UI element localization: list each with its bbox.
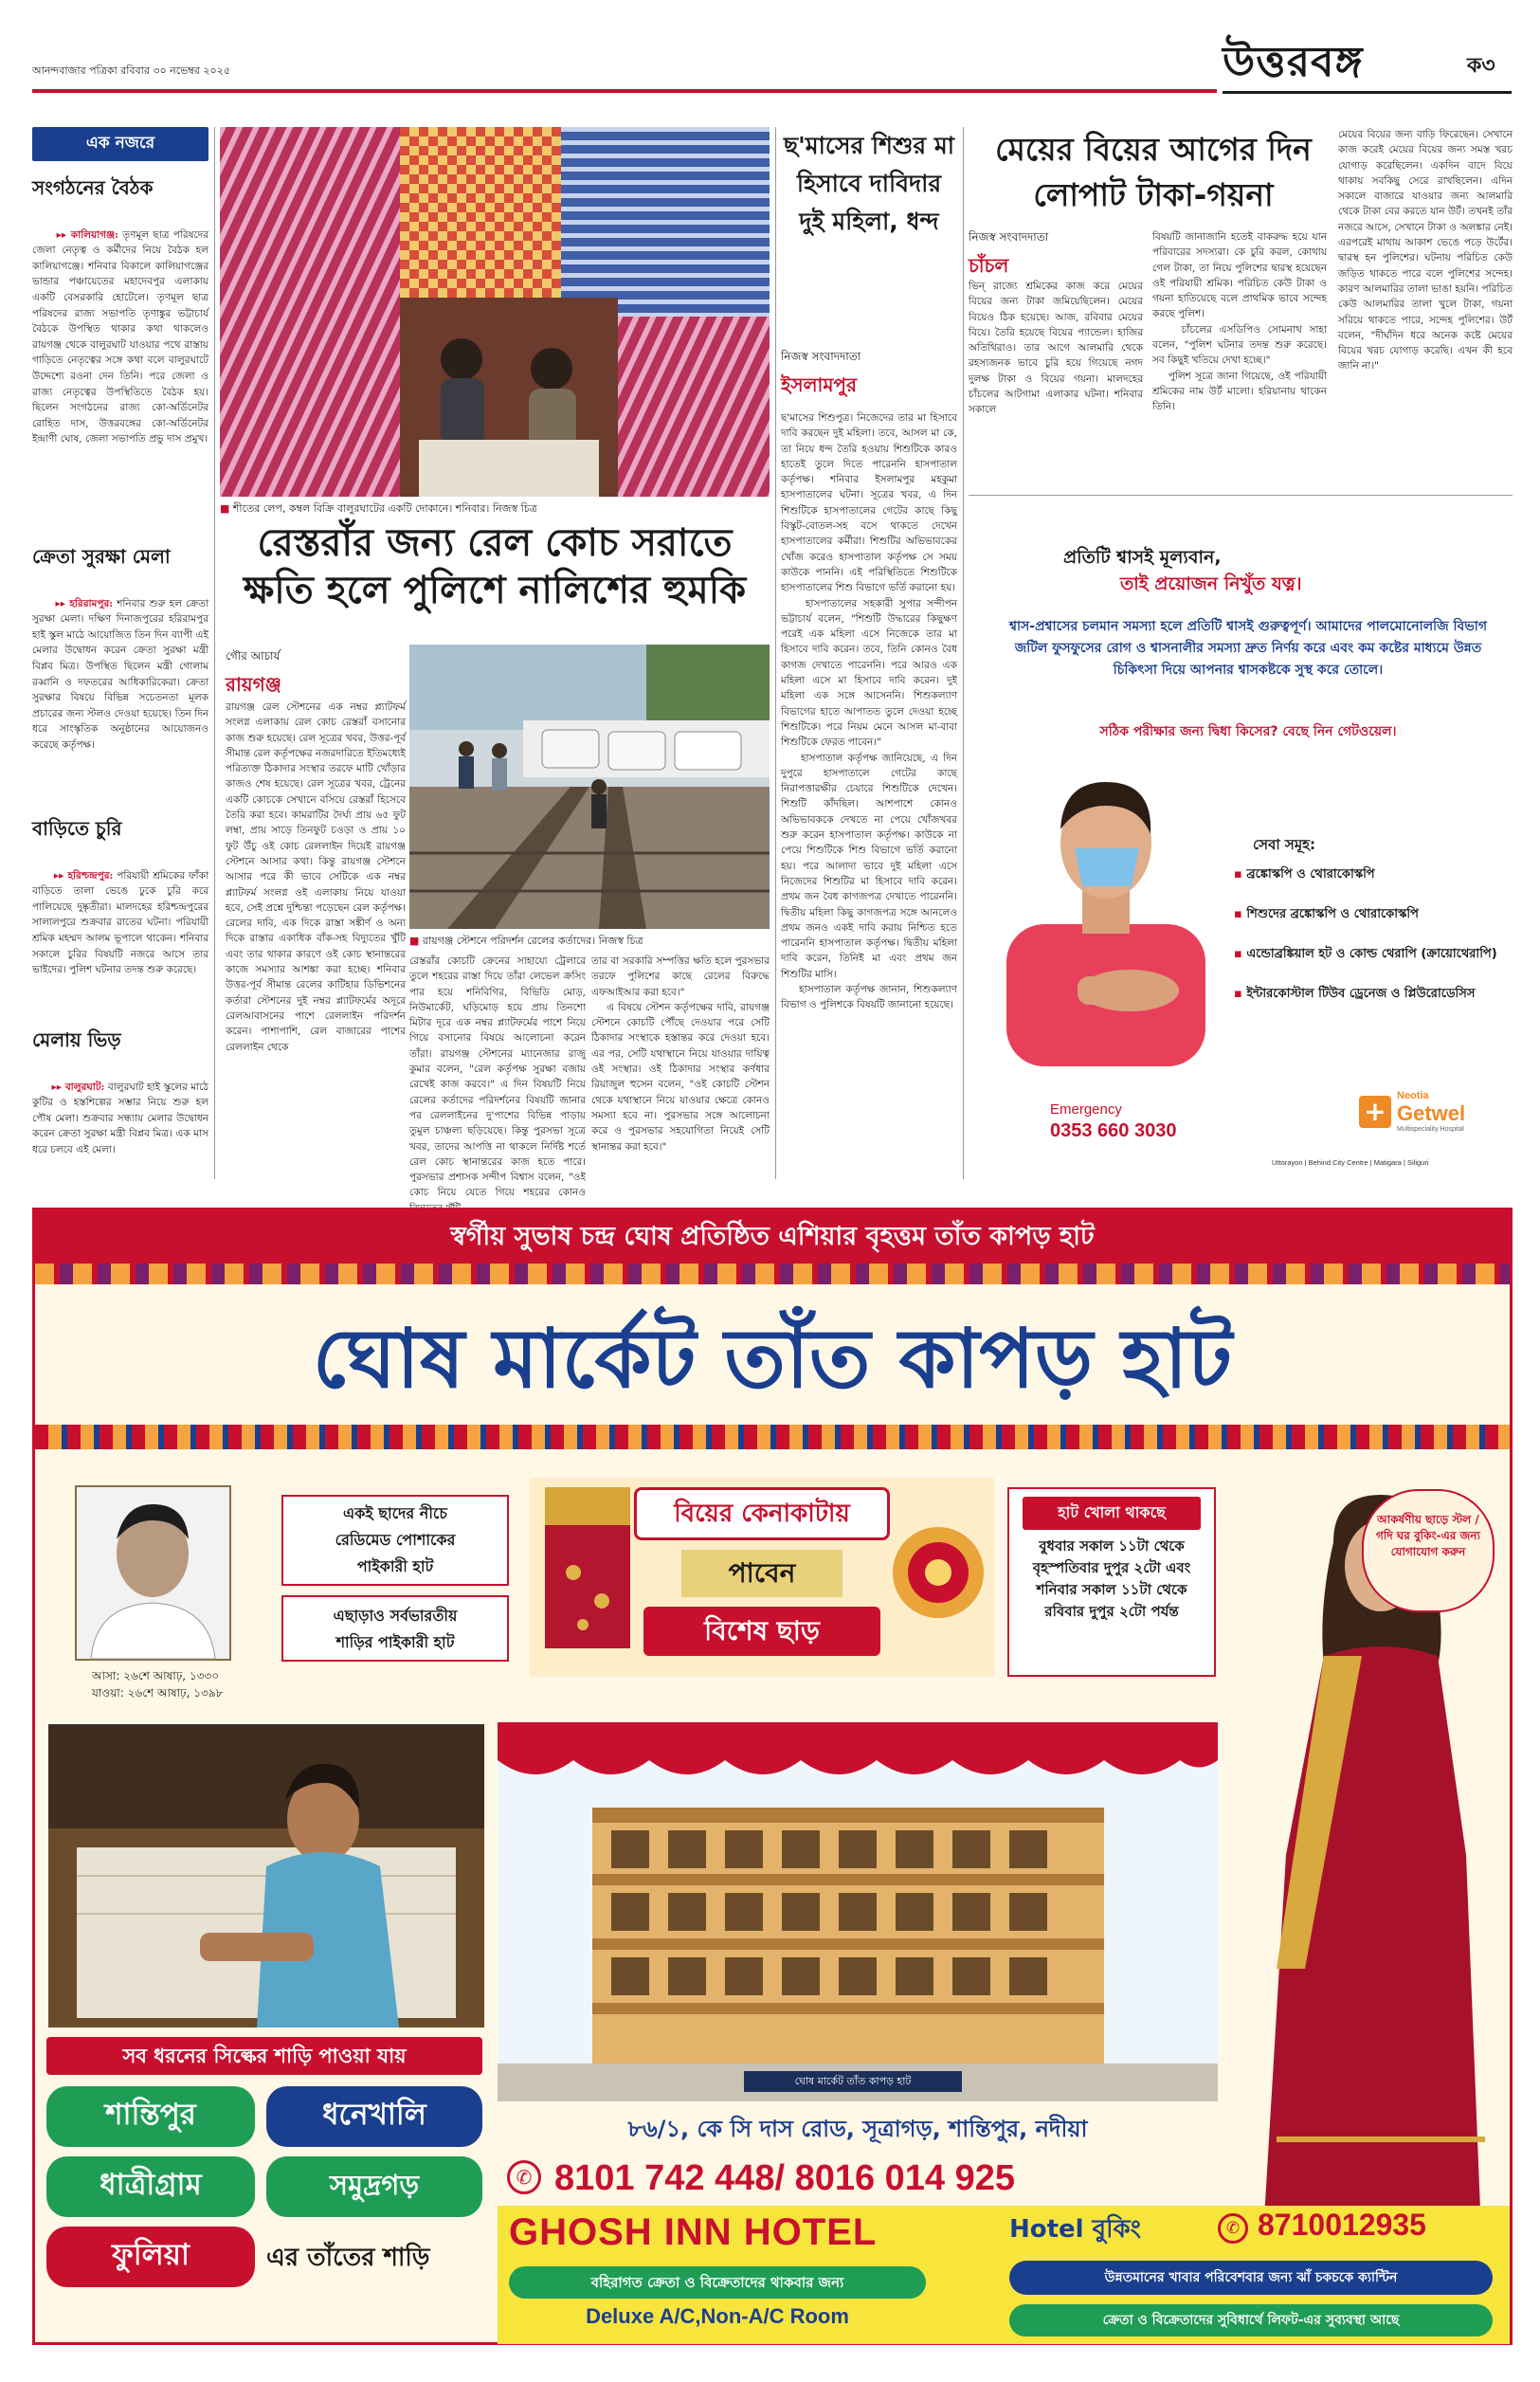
hospital-address: Uttorayon | Behind City Centre | Matigara | Siliguri bbox=[1272, 1158, 1429, 1167]
weaver-photo bbox=[46, 1722, 482, 2026]
brief-body: ▸▸ হরিরামপুর: শনিবার শুরু হল ক্রেতা সুরক্ষা মেলা। দক্ষিণ দিনাজপুরের হরিরামপুর হাই স্কুল মাঠে আয়োজিত তিন দিন ব্যাপী এই মেলার উদ্বোধন করেন ক্রেতা সুরক্ষা মন্ত্রী বিপ্লব মিত্র। উপস্থিত ছিলেন মন্ত্রী গোলাম রব্বানি ও দফতরের আধিকারিকেরা। ক্রেতা সুরক্ষার বিষয়ে বিভিন্ন সচেতনতা মূলক প্রচারের জন্য স্টলও দেওয়া হয়েছে। তিন দিন ধরে সাংস্কৃতিক অনুষ্ঠানের আয়োজনও করেছে কর্তৃপক্ষ। bbox=[32, 597, 212, 751]
brief-text: বালুরঘাট হাই স্কুলের মাঠে কুটির ও হস্তশিল্পের সম্ভার নিয়ে শুরু হল পৌষ মেলা। শুক্রবার সন্ধ্যায় মেলার উদ্বোধন করেন ক্রেতা সুরক্ষা মন্ত্রী বিপ্লব মিত্র। এক মাস ধরে চলবে এই মেলা। bbox=[32, 1081, 212, 1155]
theft-col-3: মেয়ের বিয়ের জন্য বাড়ি ফিরেছেন। সেখানে কাজ করেই মেয়ের বিয়ের জন্য সমস্ত খরচ যোগাড় করেছিলেন। একদিন বাদে বিয়ে থাকায় সবকিছু সেরে রাখছিলেন। এদিন সকালে বাজারে যাওয়ার জন্য আলমারি থেকে টাকা বের করতে যান উর্ট। তখনই তাঁর নজরে আসে, সেখানে টাকা ও অলঙ্কার নেই। এরপরেই মাথায় আকাশ ভেঙে পড়ে উর্টের। দ্বারস্থ হন পুলিশের। ঘটনায় পরিচিত কেউ জড়িত থাকতে পারে বলে পুলিশের সন্দেহ। কারণ আলমারির তালা ভাঙা হয়নি। পরিচিত কেউ আলমারির তালা খুলে টাকা, গয়না সরিয়ে থাকতে পারে, সন্দেহ পুলিশের। উর্ট বলেন, "দীর্ঘদিন ধরে অনেক কষ্টে মেয়ের বিয়ের খরচ যোগাড় করেছি। এখন কী হবে জানি না।" bbox=[1338, 129, 1516, 373]
founder-dates bbox=[92, 1667, 319, 1701]
towns-suffix: এর তাঁতের শাড়ি bbox=[266, 2244, 430, 2272]
box-line: এছাড়াও সর্বভারতীয় bbox=[333, 1607, 458, 1625]
masthead bbox=[0, 0, 1540, 106]
weaver-image bbox=[48, 1724, 484, 2027]
lead-photo-caption: ■ শীতের লেপ, কম্বল বিক্রি বালুরঘাটের একটি দোকানে। শনিবার। নিজস্ব চিত্র bbox=[220, 502, 537, 515]
theft-headline: মেয়ের বিয়ের আগের দিন লোপাট টাকা-গয়না bbox=[995, 131, 1312, 213]
briefs-column bbox=[32, 127, 212, 1179]
theft-col-2: বিষয়টি জানাজানি হতেই বাকরুদ্ধ হয়ে যান পরিবারের সদস্যরা। কে চুরি করল, কোথায় গেল টাকা, তা নিয়ে পুলিশের দ্বারস্থ হয়েছেন ওই পরিযায়ী শ্রমিক। পরিচিত কেউ টাকা ও গয়না হাতিয়েছে বলে প্রাথমিক ভাবে সন্দেহ করছে পুলিশ। চাঁচলের এসডিপিও সোমনাথ সাহা বলেন, "পুলিশ ঘটনার তদন্ত শুরু করেছে। সব কিছুই খতিয়ে দেখা হচ্ছে।" পুলিশ সূত্রে জানা গিয়েছে, ওই পরিযায়ী শ্রমিকের নাম উর্ট মালো। হরিয়ানায় থাকেন তিনি। bbox=[1152, 231, 1327, 413]
service-item: ▪ ব্রঙ্কোস্কপি ও থোরাকোস্কপি bbox=[1234, 867, 1375, 882]
mothers-headline: ছ'মাসের শিশুর মা হিসাবে দাবিদার দুই মহিলা, ধন্দ bbox=[783, 132, 954, 235]
market-ad bbox=[32, 1208, 1513, 2345]
services-list bbox=[1234, 866, 1509, 1003]
brief-place: হরিশ্চন্দ্রপুর: bbox=[67, 869, 114, 882]
hours-title: হাট খোলা থাকছে bbox=[1023, 1497, 1201, 1530]
market-title: ঘোষ মার্কেট তাঁত কাপড় হাট bbox=[312, 1312, 1233, 1407]
rail-station-image bbox=[409, 645, 770, 929]
paper-date: আনন্দবাজার পত্রিকা রবিবার ৩০ নভেম্বর ২০২৫ bbox=[32, 64, 230, 77]
mothers-author: নিজস্ব সংবাদদাতা bbox=[781, 350, 861, 363]
theft-col-1: ভিন্ রাজ্যে শ্রমিকের কাজ করে মেয়ের বিয়ের জন্য টাকা জমিয়েছিলেন। মেয়ের বিয়েও ঠিক হয়েছে। আজ, রবিবার মেয়ের বিয়ে। তৈরি হয়েছে বিয়ের প্যান্ডেল। হাজির অতিথিরাও। তার আগে আলমারি থেকে রহস্যজনক ভাবে চুরি হয়ে গিয়েছে নগদ দুলক্ষ টাকা ও বিয়ের গয়না। মালদহের চাঁচলের আটগামা এলাকার ঘটনা। শনিবার সকালে bbox=[969, 281, 1147, 416]
emergency-phone[interactable]: 0353 660 3030 bbox=[1050, 1120, 1177, 1141]
brief-text: তৃণমূল ছাত্র পরিষদের জেলা নেতৃত্ব ও কর্মীদের নিয়ে বৈঠক হল কালিয়াগঞ্জে। শনিবার বিকালে কালিয়াগঞ্জের ভান্ডার পঞ্চায়েতের মহাদেবপুর এলাকায় একটি বেসরকারি হোটেলে। তৃণমূল ছাত্র পরিষদের রাজ্য সভাপতি তৃণাঙ্কুর ভট্টাচার্য বৈঠকে উপস্থিত থাকার কথা থাকলেও রায়গঞ্জ থেকে বালুরঘাট যাওয়ার পথে রাস্তায় গাড়িতে নেতৃত্বের সঙ্গে কথা বলে বালুরঘাটে উদ্দেশ্যে রওনা দেন তিনি। পরে জেলা ও রাজ্য নেতৃত্বের উপস্থিতিতে বৈঠক হয়। ছিলেন সংগঠনের রাজ্য কো-অর্ডিনেটর রোহিত দাস, উত্তরবঙ্গের কো-অর্ডিনেটর ইন্দ্রাণী ঘোষ, জেলা সভাপতি প্রভু দাস প্রমুখ। bbox=[32, 228, 212, 445]
section-rule bbox=[969, 495, 1513, 496]
offer-line-3: বিশেষ ছাড় bbox=[643, 1607, 880, 1656]
hospital-logo bbox=[1359, 1090, 1501, 1137]
brief-title: মেলায় ভিড় bbox=[32, 1028, 121, 1051]
hospital-tagline-1: প্রতিটি শ্বাসই মূল্যবান, bbox=[1063, 547, 1222, 568]
brief-title: বাড়িতে চুরি bbox=[32, 817, 122, 840]
hours-body: বুধবার সকাল ১১টা থেকে বৃহস্পতিবার দুপুর ২টো এবং শনিবার সকাল ১১টা থেকে রবিবার দুপুর ২টো পর্যন্ত bbox=[1032, 1537, 1191, 1620]
decorative-border bbox=[35, 1264, 1510, 1284]
brief-body: ▸▸ হরিশ্চন্দ্রপুর: পরিযায়ী শ্রমিকের ফাঁকা বাড়িতে তালা ভেঙে ঢুকে চুরি করে পালিয়েছে দুষ্কৃতীরা। মালদহের হরিশ্চন্দ্রপুরের সালালপুরে শুক্রবার রাতের ঘটনা। পরিযায়ী শ্রমিক মহম্মদ আলম ভূপালে থাকেন। শনিবার সকালে চুরির বিষয়টি নজরে আসে তার ভাইদের। পুলিশ ঘটনার তদন্ত শুরু করেছে। bbox=[32, 869, 212, 976]
box-line: রেডিমেড পোশাকের bbox=[335, 1531, 456, 1549]
decorative-border bbox=[35, 1425, 1510, 1449]
brand-top: Neotia bbox=[1397, 1090, 1429, 1101]
theft-byline bbox=[969, 229, 1145, 283]
saree-fold-image bbox=[535, 1478, 640, 1667]
market-top-banner: স্বর্গীয় সুভাষ চন্দ্র ঘোষ প্রতিষ্ঠিত এশিয়ার বৃহত্তম তাঁত কাপড় হাট bbox=[35, 1210, 1510, 1264]
brief-text: পরিযায়ী শ্রমিকের ফাঁকা বাড়িতে তালা ভেঙে ঢুকে চুরি করে পালিয়েছে দুষ্কৃতীরা। মালদহের হরিশ্চন্দ্রপুরের সালালপুরে শুক্রবার রাতের ঘটনা। পরিযায়ী শ্রমিক মহম্মদ আলম ভূপালে থাকেন। শনিবার সকালে চুরির বিষয়টি নজরে আসে তার ভাইদের। পুলিশ ঘটনার তদন্ত শুরু করেছে। bbox=[32, 869, 212, 976]
founder-died: যাওয়া: ২৬শে আষাঢ়, ১৩৯৮ bbox=[92, 1686, 224, 1700]
mothers-story bbox=[781, 127, 957, 1179]
town-fulia: ফুলিয়া bbox=[46, 2227, 255, 2287]
masthead-rule-right bbox=[1223, 91, 1512, 94]
rail-col-1: রায়গঞ্জ রেল স্টেশনের এক নম্বর প্ল্যাটফর্ম সংলগ্ন এলাকায় রেল কোচ রেস্তরাঁ বসানোর কাজ শুরু হয়েছে। রেল সূত্রের খবর, উত্তর-পূর্ব সীমান্ত রেল কর্তৃপক্ষের নজরদারিতে ইতিমধ্যেই পরিত্যক্ত ঠিকাদার সংস্থার তরফে মাটি খোঁড়ার কাজও শেষ হয়েছে। রেল সূত্রের খবর, ট্রেনের একটি কোচকে সেখানে বসিয়ে রেস্তরাঁ হিসেবে তৈরি করা হবে। কামরাটির দৈর্ঘ্য প্রায় ৬৫ ফুট লম্বা, প্রায় সাড়ে তিনফুট চওড়া ও প্রায় ১০ ফুট উঁচু ওই কোচ রেললাইন দিয়েই রায়গঞ্জ স্টেশনে আসার কথা। কিন্তু রায়গঞ্জ স্টেশনে আসার পরে কী ভাবে সেটিকে এক নম্বর প্ল্যাটফর্ম সংলগ্ন ওই এলাকায় নিয়ে যাওয়া হবে, সেই প্রশ্নে দুশ্চিন্তা পড়েছেন রেল কর্তৃপক্ষ। রেলের দাবি, এক দিকে রাস্তা সঙ্কীর্ণ ও অন্য দিকে রাস্তার একাধিক বাঁক-সহ বিদ্যুতের খুঁটি এবং তার থাকার কারণে ওই কোচ স্থানান্তরের কাজে সমস্যার আশঙ্কা করা হচ্ছে। শনিবার উত্তর-পূর্ব সীমান্ত রেলের কাটিহার ডিভিশনের কর্তারা স্টেশনের দুই নম্বর প্ল্যাটফর্মের অদূরে রেলআবাসনের পাশে রেললাইন পরিদর্শন করেন। পাশাপাশি, রেল বাজারের পাশের রেললাইন থেকে bbox=[226, 701, 409, 1053]
theft-author: নিজস্ব সংবাদদাতা bbox=[969, 230, 1049, 244]
column-rule bbox=[963, 127, 964, 1179]
rail-headline-1: রেস্তরাঁর জন্য রেল কোচ সরাতে bbox=[257, 521, 733, 565]
theft-place: চাঁচল bbox=[969, 254, 1009, 277]
brief-item bbox=[32, 815, 212, 1013]
offer-panel bbox=[530, 1478, 994, 1677]
hotel-sub: বহিরাগত ক্রেতা ও বিক্রেতাদের থাকবার জন্য bbox=[509, 2266, 926, 2299]
rail-col-3: তার বা সরকারি সম্পত্তির ক্ষতি হলে পুরসভার তরফে পুলিশের কাছে রেলের বিরুদ্ধে এফআইআর করা হবে।" এ বিষয়ে স্টেশন কর্তৃপক্ষের দাবি, রায়গঞ্জ স্টেশনে কোচটি পৌঁছে দেওয়ার পরে সেটি ঠিকাদার সংস্থাকে হস্তান্তর করে দেওয়া হবে। এর পর, সেটি যথাস্থানে নিয়ে যাওয়ার দায়িত্ব ওই সংস্থার। ওই ঠিকাদার সংস্থার কর্ণধার রিয়াজুল হুসেন বলেন, "ওই কোচটি স্টেশন থেকে যথাস্থানে নিয়ে যাওয়ার ক্ষেত্রে কোনও সমস্যা হবে না। পুরসভার সঙ্গে আলোচনা করে ও পুরসভার সহযোগিতা নিয়েই সেটি স্থানান্তর করা হবে।" bbox=[591, 955, 770, 1153]
brief-place: কালিয়াগঞ্জ: bbox=[70, 228, 118, 241]
silk-banner: সব ধরনের সিল্কের শাড়ি পাওয়া যায় bbox=[46, 2037, 482, 2075]
phone-icon: ✆ bbox=[507, 2160, 541, 2194]
rail-byline bbox=[226, 648, 406, 702]
column-rule bbox=[775, 127, 776, 1179]
stall-note: আকর্ষণীয় ছাড়ে স্টল / গদি ঘর বুকিং-এর জন্য যোগাযোগ করুন bbox=[1362, 1489, 1495, 1612]
founder-photo bbox=[77, 1487, 229, 1659]
brief-item bbox=[32, 1027, 212, 1187]
service-item: ▪ ইন্টারকোস্টাল টিউব ড্রেনেজ ও প্লিউরোডেসিস bbox=[1234, 987, 1476, 1001]
patient-illustration bbox=[987, 754, 1224, 1066]
hospital-tagline-2: তাই প্রয়োজন নিখুঁত যত্ন। bbox=[1120, 573, 1302, 594]
brief-text: শনিবার শুরু হল ক্রেতা সুরক্ষা মেলা। দক্ষিণ দিনাজপুরের হরিরামপুর হাই স্কুল মাঠে আয়োজিত তিন দিন ব্যাপী এই মেলার উদ্বোধন করেন ক্রেতা সুরক্ষা মন্ত্রী বিপ্লব মিত্র। উপস্থিত ছিলেন মন্ত্রী গোলাম রব্বানি ও দফতরের আধিকারিকেরা। ক্রেতা সুরক্ষার বিষয়ে বিভিন্ন সচেতনতা মূলক প্রচারের জন্য স্টলও দেওয়া হয়েছে। তিন দিন ধরে সাংস্কৃতিক অনুষ্ঠানের আয়োজনও করেছে কর্তৃপক্ষ। bbox=[32, 597, 212, 751]
service-item: ▪ শিশুদের ব্রঙ্কোস্কপি ও থোরাকোস্কপি bbox=[1234, 907, 1419, 921]
rail-place: রায়গঞ্জ bbox=[226, 673, 281, 696]
canteen-note: উন্নতমানের খাবার পরিবেশবার জন্য ঝাঁ চকচকে ক্যান্টিন bbox=[1009, 2261, 1493, 2295]
hotel-rooms: Deluxe A/C,Non-A/C Room bbox=[586, 2304, 849, 2328]
emergency-label: Emergency bbox=[1050, 1101, 1122, 1118]
brand-name: Getwel bbox=[1397, 1101, 1466, 1125]
mothers-place: ইসলামপুর bbox=[781, 373, 858, 396]
box-line: একই ছাদের নীচে bbox=[343, 1504, 447, 1522]
brief-title: সংগঠনের বৈঠক bbox=[32, 176, 154, 199]
lead-photo bbox=[220, 127, 770, 497]
market-phone-row bbox=[498, 2155, 1218, 2202]
offer-line-2: পাবেন bbox=[681, 1550, 842, 1597]
rail-headline-2: ক্ষতি হলে পুলিশে নালিশের হুমকি bbox=[243, 569, 747, 612]
brief-item bbox=[32, 174, 212, 524]
mothers-body: ছ'মাসের শিশুপুত্র। নিজেদের তার মা হিসাবে দাবি করছেন দুই মহিলা। তবে, আসল মা কে, তা নিয়ে ধন্দ তৈরি হওয়ায় শিশুটিকে কারও হাতেই তুলে দিতে পারেননি হাসপাতাল কর্তৃপক্ষ। শনিবার ইসলামপুর মহকুমা হাসপাতালের ঘটনা। সূত্রের খবর, এ দিন শিশুটিকে হাসপাতালের গেটের কাছে কিছু বিস্কুট-বোতল-সহ বসে থাকতে দেখেন হাসপাতালের কর্মীরা। শিশুটির অভিভাবকের খোঁজ করেও হাসপাতাল কর্তৃপক্ষ সে সময় কাউকে পাননি। এই পরিস্থিতিতে শিশুটিকে হাসপাতালের শিশু বিভাগে ভর্তি করানো হয়। হাসপাতালের সহকারী সুপার সন্দীপন ভট্টাচার্য বলেন, "শিশুটি উদ্ধারের কিছুক্ষণ পরেই এক মহিলা এসে নিজেকে তার মা হিসাবে দাবি করেন। তবে, তিনি কোনও বৈধ কাগজ দেখাতে পারেননি। পরে আরও এক মহিলা এসে মা হিসাবে দাবি করেন। দুই মহিলা এক সঙ্গে আসেননি। শিশুকল্যাণ বিভাগের হাতে আপাতত তুলে দেওয়া হচ্ছে শিশুটিকে। পরে নিয়ম মেনে আসল মা-বাবা শিশুটিকে ফেরত পাবেন।" হাসপাতাল কর্তৃপক্ষ জানিয়েছে, এ দিন দুপুরে হাসপাতালে গেটের কাছে নিরাপত্তারক্ষীর চেয়ারে শিশুটিকে দেখেন। শিশুটি কাঁদছিল। আশপাশে কোনও অভিভাবককে দেখতে না পেয়ে খোঁজখবর শুরু করেন হাসপাতাল কর্তৃপক্ষ। কাউকে না পেয়ে শিশুটিকে শিশু বিভাগে ভর্তি করানো হয়। পরে আলাদা ভাবে দুই মহিলা এসে নিজেদের শিশুটির মা হিসাবে দাবি করেন। প্রথম জন বৈধ কাগজপত্র দেখাতে পারেননি। দ্বিতীয় মহিলা কিছু কাগজপত্র সঙ্গে আনলেও প্রথম জনও একই দাবি করায় নিশ্চিত হতে পারেননি হাসপাতাল কর্তৃপক্ষ। দ্বিতীয় মহিলা দাবি করেন, তিনিই মা এবং প্রথম জন শিশুটির মাসি। হাসপাতাল কর্তৃপক্ষ জানান, শিশুকল্যাণ বিভাগ ও পুলিশকে বিষয়টি জানানো হয়েছে। bbox=[781, 412, 957, 1011]
brief-body: ▸▸ কালিয়াগঞ্জ: তৃণমূল ছাত্র পরিষদের জেলা নেতৃত্ব ও কর্মীদের নিয়ে বৈঠক হল কালিয়াগঞ্জে। শনিবার বিকালে কালিয়াগঞ্জের ভান্ডার পঞ্চায়েতের মহাদেবপুর এলাকায় একটি বেসরকারি হোটেলে। তৃণমূল ছাত্র পরিষদের রাজ্য সভাপতি তৃণাঙ্কুর ভট্টাচার্য বৈঠকে উপস্থিত থাকার কথা থাকলেও রায়গঞ্জ থেকে বালুরঘাট যাওয়ার পথে রাস্তায় গাড়িতে নেতৃত্বের সঙ্গে কথা বলে বালুরঘাটে উদ্দেশ্যে রওনা দেন তিনি। পরে জেলা ও রাজ্য নেতৃত্বের উপস্থিতিতে বৈঠক হয়। ছিলেন সংগঠনের রাজ্য কো-অর্ডিনেটর রোহিত দাস, উত্তরবঙ্গের কো-অর্ডিনেটর ইন্দ্রাণী ঘোষ, জেলা সভাপতি প্রভু দাস প্রমুখ। bbox=[32, 228, 212, 445]
hours-box bbox=[1007, 1487, 1216, 1677]
brief-item bbox=[32, 543, 212, 800]
rail-col-2: রেস্তরাঁর কোচটি ক্রেনের সাহায্যে ট্রেলারে তুলে শহরের রাস্তা দিয়ে তাঁরা লেভেল ক্রসিং পার হয়ে শনিবিগির, বিভিডি মোড়, নিউমার্কেট, ঘড়িমোড় হয়ে প্রায় তিনশো মিটার দূরে এক নম্বর প্ল্যাটফর্মের পাশে নিয়ে গিয়ে বসানোর বিষয়ে আলোচনা করেন তাঁরা। রায়গঞ্জ স্টেশনের ম্যানেজার রাজু কুমার বলেন, "রেল কর্তৃপক্ষ সুরক্ষা বজায় রেখেই কাজ করবে।" এ দিন বিষয়টি নিয়ে রেলের কর্তাদের পরিদর্শনের বিষয়টি জানার পর রেললাইনের দু'পাশের বিভিন্ন পাড়ায় তুমুল চাঞ্চল্য ছড়িয়েছে। কিন্তু পুরসভা সূত্রে খবর, তাদের আপত্তি না থাকলে নির্দিষ্ট শর্তে রেল কোচ স্থানান্তরের কাজ হতে পারে। পুরসভার প্রশাসক সন্দীপ বিশ্বাস বলেন, "ওই কোচ নিয়ে যেতে গিয়ে শহরের কোনও bbox=[409, 955, 586, 1199]
page-number: ক৩ bbox=[1467, 54, 1495, 78]
rail-author: গৌর আচার্য bbox=[226, 649, 281, 663]
market-phones[interactable]: 8101 742 448/ 8016 014 925 bbox=[554, 2158, 1016, 2198]
brief-title: ক্রেতা সুরক্ষা মেলা bbox=[32, 545, 171, 568]
saree-box bbox=[281, 1595, 509, 1662]
brief-body: ▸▸ বালুরঘাট: বালুরঘাট হাই স্কুলের মাঠে কুটির ও হস্তশিল্পের সম্ভার নিয়ে শুরু হল পৌষ মেলা। শুক্রবার সন্ধ্যায় মেলার উদ্বোধন করেন ক্রেতা সুরক্ষা মন্ত্রী বিপ্লব মিত্র। এক মাস ধরে চলবে এই মেলা। bbox=[32, 1081, 212, 1155]
market-address: ৮৬/১, কে সি দাস রোড, সূত্রাগড়, শান্তিপুর, নদীয়া bbox=[627, 2116, 1088, 2142]
offer-line-1: বিয়ের কেনাকাটায় bbox=[634, 1487, 890, 1540]
readymade-box bbox=[281, 1495, 509, 1586]
quilt-shop-image bbox=[220, 127, 770, 497]
phone-icon: ✆ bbox=[1218, 2213, 1248, 2244]
founder-portrait bbox=[75, 1485, 231, 1661]
rail-photo-caption: ■ রায়গঞ্জ স্টেশনে পরিদর্শন রেলের কর্তাদের। নিজস্ব চিত্র bbox=[409, 935, 643, 947]
town-dhanekhali: ধনেখালি bbox=[266, 2086, 482, 2147]
hospital-ad bbox=[969, 502, 1513, 1179]
rail-photo bbox=[409, 645, 770, 929]
town-dhatrigram: ধাত্রীগ্রাম bbox=[46, 2156, 255, 2217]
hotel-booking-label: Hotel বুকিং bbox=[1009, 2215, 1141, 2244]
wedding-items-image bbox=[886, 1487, 990, 1658]
founder-born: আসা: ২৬শে আষাঢ়, ১৩৩০ bbox=[92, 1669, 220, 1682]
town-shantipur: শান্তিপুর bbox=[46, 2086, 255, 2147]
rail-story bbox=[220, 519, 770, 1199]
hotel-name: GHOSH INN HOTEL bbox=[509, 2211, 878, 2253]
hospital-body: শ্বাস-প্রশ্বাসের চলমান সমস্যা হলে প্রতিটি শ্বাসই গুরুত্বপূর্ণ। আমাদের পালমোনোলজি বিভাগ জটিল ফুসফুসের রোগ ও শ্বাসনালীর সমস্যা দ্রুত নির্ণয় করে এবং কম কষ্টের মাধ্যমে উন্নত চিকিৎসা দিয়ে আপনার শ্বাসকষ্টকে সুস্থ করে তোলে। bbox=[1008, 619, 1488, 678]
hotel-phone[interactable]: 8710012935 bbox=[1258, 2208, 1426, 2242]
town-samudragarh: সমুদ্রগড় bbox=[266, 2156, 482, 2217]
brief-place: বালুরঘাট: bbox=[64, 1081, 105, 1093]
hospital-cta: সঠিক পরীক্ষার জন্য দ্বিধা কিসের? বেছে নিন গেটওয়েল। bbox=[1099, 724, 1397, 739]
building-photo bbox=[498, 1722, 1218, 2101]
services-title: সেবা সমূহ: bbox=[1253, 836, 1316, 853]
building-sign: ঘোষ মার্কেট তাঁত কাপড় হাট bbox=[744, 2071, 962, 2092]
lift-note: ক্রেতা ও বিক্রেতাদের সুবিধার্থে লিফট-এর সুব্যবস্থা আছে bbox=[1009, 2304, 1493, 2337]
market-building-image bbox=[498, 1722, 1218, 2101]
brief-place: হরিরামপুর: bbox=[69, 597, 114, 609]
box-line: পাইকারী হাট bbox=[356, 1557, 434, 1575]
theft-story bbox=[969, 127, 1516, 487]
column-rule bbox=[214, 127, 215, 1179]
brand-sub: Multispeciality Hospital bbox=[1397, 1126, 1464, 1133]
briefs-header: এক নজরে bbox=[32, 127, 208, 161]
service-item: ▪ এন্ডোব্রঙ্কিয়াল হট ও কোল্ড থেরাপি (ক্রায়োথেরাপি) bbox=[1234, 947, 1497, 961]
box-line: শাড়ির পাইকারী হাট bbox=[335, 1633, 455, 1651]
masthead-rule bbox=[32, 89, 1217, 93]
plus-icon: + bbox=[1359, 1096, 1391, 1128]
hotel-block bbox=[498, 2206, 1510, 2344]
section-title: উত্তরবঙ্গ bbox=[1223, 38, 1364, 86]
